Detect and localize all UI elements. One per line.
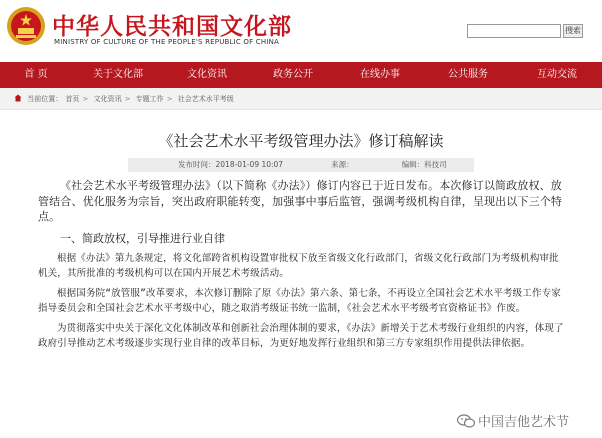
article-paragraph: 为贯彻落实中央关于深化文化体制改革和创新社会治理体制的要求，《办法》新增关于艺术考级行业组织的内容，体现了政府引导推动艺术考级逐步实现行业自律的改革目标，为更好地发挥行业组织和第三方专家组织作用提供法律依据。 xyxy=(38,322,564,349)
breadcrumb-separator: > xyxy=(124,95,131,103)
wechat-watermark xyxy=(457,411,569,430)
nav-item-online-service[interactable]: 在线办事 xyxy=(360,69,400,80)
nav-item-about[interactable]: 关于文化部 xyxy=(93,69,143,80)
site-title[interactable]: 中华人民共和国文化部 xyxy=(52,13,292,40)
breadcrumb-label: 当前位置： xyxy=(27,95,63,103)
breadcrumb-news[interactable]: 文化资讯 xyxy=(93,95,122,103)
site-subtitle: MINISTRY OF CULTURE OF THE PEOPLE'S REPUBLIC OF CHINA xyxy=(54,38,280,46)
nav-item-interaction[interactable]: 互动交流 xyxy=(537,69,577,80)
section-heading: 一、简政放权，引导推进行业自律 xyxy=(60,231,225,245)
site-header xyxy=(0,0,602,62)
article-paragraph: 根据国务院“放管服”改革要求，本次修订删除了原《办法》第六条、第七条，不再设立全国社会艺术水平考级工作专家指导委员会和全国社会艺术水平考级中心，随之取消考级证书统一监制，《社会艺术水平考级考官资格证书》作废。 xyxy=(38,287,561,314)
nav-item-public-service[interactable]: 公共服务 xyxy=(448,69,488,80)
breadcrumb-separator: > xyxy=(82,95,89,103)
search-input[interactable] xyxy=(467,24,561,38)
breadcrumb-current[interactable]: 社会艺术水平考级 xyxy=(177,95,234,103)
article-title: 《社会艺术水平考级管理办法》修订稿解读 xyxy=(158,132,444,150)
article-paragraph: 《社会艺术水平考级管理办法》（以下简称《办法》）修订内容已于近日发布。本次修订以简政放权、放管结合、优化服务为宗旨，突出政府职能转变，加强事中事后监管，强调考级机构自律，呈现出以下三个特点。 xyxy=(38,179,563,223)
nav-item-gov-affairs[interactable]: 政务公开 xyxy=(273,69,313,80)
search-button[interactable]: 搜索 xyxy=(563,24,583,38)
publish-time: 发布时间：2018-01-09 10:07 xyxy=(178,160,284,169)
breadcrumb-special-work[interactable]: 专题工作 xyxy=(135,95,164,103)
breadcrumb-home[interactable]: 首页 xyxy=(65,95,80,103)
nav-item-news[interactable]: 文化资讯 xyxy=(187,69,227,80)
location-icon xyxy=(14,94,22,102)
national-emblem-icon xyxy=(6,6,46,46)
watermark-text: 中国吉他艺术节 xyxy=(478,415,570,430)
breadcrumb-separator: > xyxy=(166,95,173,103)
article-paragraph: 根据《办法》第九条规定，将文化部跨省机构设置审批权下放至省级文化行政部门，省级文化行政部门为考级机构审批机关，其所批准的考级机构可以在国内开展艺术考级活动。 xyxy=(38,252,559,279)
main-nav xyxy=(0,62,602,88)
article-editor: 编辑：科技司 xyxy=(401,160,447,169)
article-body xyxy=(38,178,568,356)
article-meta xyxy=(128,158,474,172)
article-source: 来源： xyxy=(331,160,354,169)
wechat-icon xyxy=(457,414,475,428)
nav-item-home[interactable]: 首 页 xyxy=(24,69,48,80)
breadcrumb xyxy=(0,88,602,110)
